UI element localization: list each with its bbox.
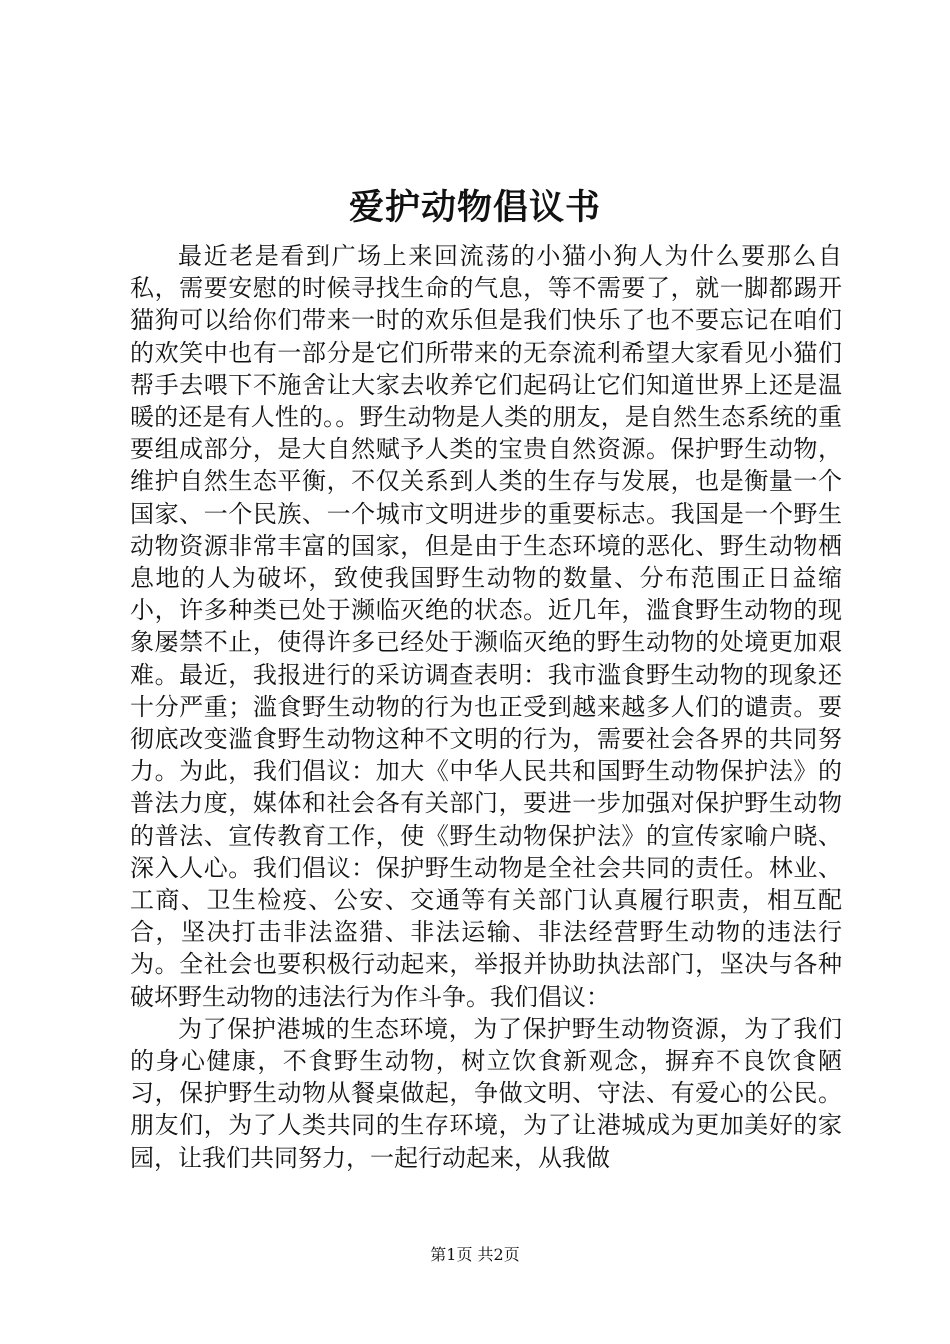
paragraph-2: 为了保护港城的生态环境，为了保护野生动物资源，为了我们的身心健康，不食野生动物，树立饮食新观念，摒弃不良饮食陋习，保护野生动物从餐桌做起，争做文明、守法、有爱心的公民。朋友们，为了人类共同的生存环境，为了让港城成为更加美好的家园，让我们共同努力，一起行动起来，从我做 — [130, 1014, 842, 1172]
page-number-footer: 第1页 共2页 — [430, 1245, 520, 1264]
document-body — [130, 240, 842, 1174]
paragraph-1: 最近老是看到广场上来回流荡的小猫小狗人为什么要那么自私，需要安慰的时候寻找生命的气息，等不需要了，就一脚都踢开猫狗可以给你们带来一时的欢乐但是我们快乐了也不要忘记在咱们的欢笑中也有一部分是它们所带来的无奈流利希望大家看见小猫们帮手去喂下不施舍让大家去收养它们起码让它们知道世界上还是温暖的还是有人性的。。野生动物是人类的朋友，是自然生态系统的重要组成部分，是大自然赋予人类的宝贵自然资源。保护野生动物，维护自然生态平衡，不仅关系到人类的生存与发展，也是衡量一个国家、一个民族、一个城市文明进步的重要标志。我国是一个野生动物资源非常丰富的国家，但是由于生态环境的恶化、野生动物栖息地的人为破坏，致使我国野生动物的数量、分布范围正日益缩小，许多种类已处于濒临灭绝的状态。近几年，滥食野生动物的现象屡禁不止，使得许多已经处于濒临灭绝的野生动物的处境更加艰难。最近，我报进行的采访调查表明：我市滥食野生动物的现象还十分严重；滥食野生动物的行为也正受到越来越多人们的谴责。要彻底改变滥食野生动物这种不文明的行为，需要社会各界的共同努力。为此，我们倡议：加大《中华人民共和国野生动物保护法》的普法力度，媒体和社会各有关部门，要进一步加强对保护野生动物的普法、宣传教育工作，使《野生动物保护法》的宣传家喻户晓、深入人心。我们倡议：保护野生动物是全社会共同的责任。林业、工商、卫生检疫、公安、交通等有关部门认真履行职责，相互配合，坚决打击非法盗猎、非法运输、非法经营野生动物的违法行为。全社会也要积极行动起来，举报并协助执法部门，坚决与各种破坏野生动物的违法行为作斗争。我们倡议： — [130, 242, 842, 1011]
document-title: 爱护动物倡议书 — [348, 187, 601, 228]
